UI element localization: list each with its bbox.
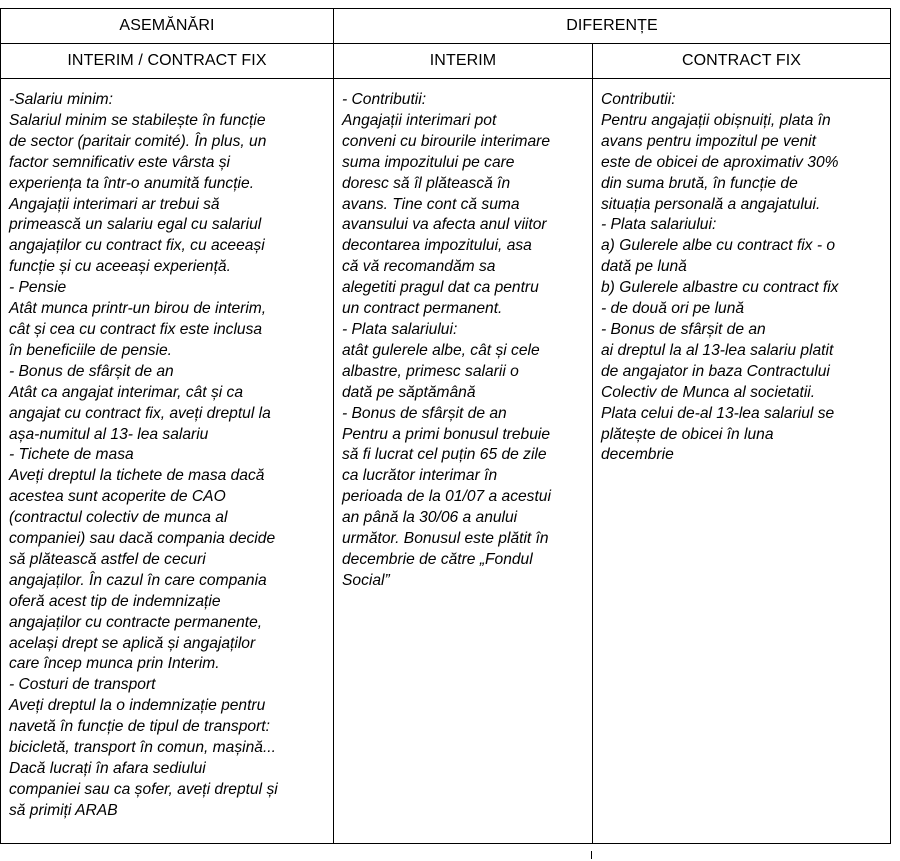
interim-text — [334, 79, 592, 592]
cell-asemanari — [1, 79, 334, 844]
text-line: - Plata salariului: — [342, 320, 458, 338]
text-line: Social” — [342, 571, 390, 589]
text-line: (contractul colectiv de munca al — [9, 509, 228, 527]
text-line: care încep munca prin Interim. — [9, 655, 220, 673]
text-line: dată pe lună — [601, 258, 687, 276]
text-line: angajat cu contract fix, aveți dreptul la — [9, 404, 271, 422]
text-line: - Pensie — [9, 279, 67, 297]
text-line: decembrie — [601, 446, 674, 464]
text-line: Dacă lucrați în afara sediului — [9, 760, 206, 777]
text-line: cât și cea cu contract fix este inclusa — [9, 320, 263, 338]
text-line: este de obicei de aproximativ 30% — [601, 153, 839, 171]
header-interim: INTERIM — [334, 44, 593, 79]
text-line: conveni cu birourile interimare — [342, 132, 551, 150]
text-line: decembrie de către „Fondul — [342, 550, 533, 568]
header-diferente: DIFERENȚE — [334, 9, 891, 44]
text-line: companiei sau ca șofer, aveți dreptul și — [9, 780, 278, 798]
text-line: că vă recomandăm sa — [342, 258, 496, 276]
text-line: decontarea impozitului, asa — [342, 237, 532, 255]
contract-fix-text — [593, 79, 890, 466]
text-line: Angajații interimari pot — [342, 111, 497, 129]
text-line: ca lucrător interimar în — [342, 467, 498, 485]
text-line: Contributii: — [601, 91, 676, 108]
header-asemanari: ASEMĂNĂRI — [1, 9, 334, 44]
text-line: situația personală a angajatului. — [601, 195, 821, 213]
text-line: avans. Tine cont că suma — [342, 195, 520, 213]
text-line: acestea sunt acoperite de CAO — [9, 488, 226, 506]
text-line: factor semnificativ este vârsta și — [9, 153, 230, 171]
cell-interim — [334, 79, 593, 844]
text-line: a) Gulerele albe cu contract fix - o — [601, 237, 836, 255]
text-line: următor. Bonusul este plătit în — [342, 530, 549, 548]
text-line: -Salariu minim: — [9, 91, 113, 108]
text-line: să plătească astfel de cecuri — [9, 550, 206, 568]
text-line: din suma brută, în funcție de — [601, 174, 798, 192]
text-line: perioada de la 01/07 a acestui — [342, 488, 551, 506]
text-line: - Plata salariului: — [601, 216, 717, 234]
text-line: avansului va afecta anul viitor — [342, 216, 547, 234]
text-line: bicicletă, transport în comun, mașină... — [9, 739, 276, 757]
text-line: alegetiti pragul dat ca pentru — [342, 279, 539, 297]
text-line: ai dreptul la al 13-lea salariu platit — [601, 341, 834, 359]
text-line: - Tichete de masa — [9, 446, 134, 464]
text-line: de angajator in baza Contractului — [601, 362, 830, 380]
text-line: așa-numitul al 13- lea salariu — [9, 425, 209, 443]
text-line: - Contributii: — [342, 91, 427, 108]
text-line: Aveți dreptul la o indemnizație pentru — [9, 697, 266, 715]
text-line: - Bonus de sfârșit de an — [601, 320, 766, 338]
text-line: suma impozitului pe care — [342, 153, 515, 171]
text-line: doresc să îl plătească în — [342, 174, 511, 192]
text-line: angajaților cu contract fix, cu aceeași — [9, 237, 265, 255]
text-line: angajaților cu contracte permanente, — [9, 613, 263, 631]
comparison-table — [0, 8, 891, 844]
text-line: un contract permanent. — [342, 300, 503, 318]
text-line: dată pe săptămână — [342, 383, 476, 401]
text-line: - Bonus de sfârșit de an — [342, 404, 507, 422]
text-line: experiența ta într-o anumită funcție. — [9, 174, 255, 192]
text-line: funcție și cu aceeași experiență. — [9, 258, 231, 276]
text-line: să primiți ARAB — [9, 801, 118, 819]
text-line: atât gulerele albe, cât și cele — [342, 341, 540, 359]
divider-tick — [591, 851, 592, 859]
text-line: - Bonus de sfârșit de an — [9, 362, 174, 380]
text-line: Angajații interimari ar trebui să — [9, 195, 220, 213]
text-line: să fi lucrat cel puțin 65 de zile — [342, 446, 547, 464]
text-line: Plata celui de-al 13-lea salariul se — [601, 404, 835, 422]
text-line: an până la 30/06 a anului — [342, 509, 518, 527]
cell-contract-fix — [593, 79, 891, 844]
text-line: Pentru angajații obișnuiți, plata în — [601, 111, 831, 129]
text-line: Colectiv de Munca al societatii. — [601, 383, 816, 401]
text-line: același drept se aplică și angajaților — [9, 634, 256, 652]
text-line: angajaților. În cazul în care compania — [9, 571, 267, 589]
header-contract-fix: CONTRACT FIX — [593, 44, 891, 79]
text-line: Pentru a primi bonusul trebuie — [342, 425, 551, 443]
text-line: - de două ori pe lună — [601, 300, 745, 318]
text-line: Atât munca printr-un birou de interim, — [9, 300, 267, 318]
text-line: companiei) sau dacă compania decide — [9, 530, 276, 548]
text-line: Salariul minim se stabilește în funcție — [9, 111, 266, 129]
text-line: oferă acest tip de indemnizație — [9, 592, 221, 610]
text-line: Aveți dreptul la tichete de masa dacă — [9, 467, 265, 485]
text-line: avans pentru impozitul pe venit — [601, 132, 816, 150]
header-interim-contract: INTERIM / CONTRACT FIX — [1, 44, 334, 79]
text-line: b) Gulerele albastre cu contract fix — [601, 279, 839, 297]
text-line: Atât ca angajat interimar, cât și ca — [9, 383, 244, 401]
text-line: navetă în funcție de tipul de transport: — [9, 718, 270, 736]
text-line: în beneficiile de pensie. — [9, 341, 172, 359]
text-line: albastre, primesc salarii o — [342, 362, 519, 380]
asemanari-text — [1, 79, 333, 822]
text-line: de sector (paritair comité). În plus, un — [9, 132, 267, 150]
text-line: - Costuri de transport — [9, 676, 156, 694]
text-line: primească un salariu egal cu salariul — [9, 216, 262, 234]
text-line: plătește de obicei în luna — [601, 425, 774, 443]
